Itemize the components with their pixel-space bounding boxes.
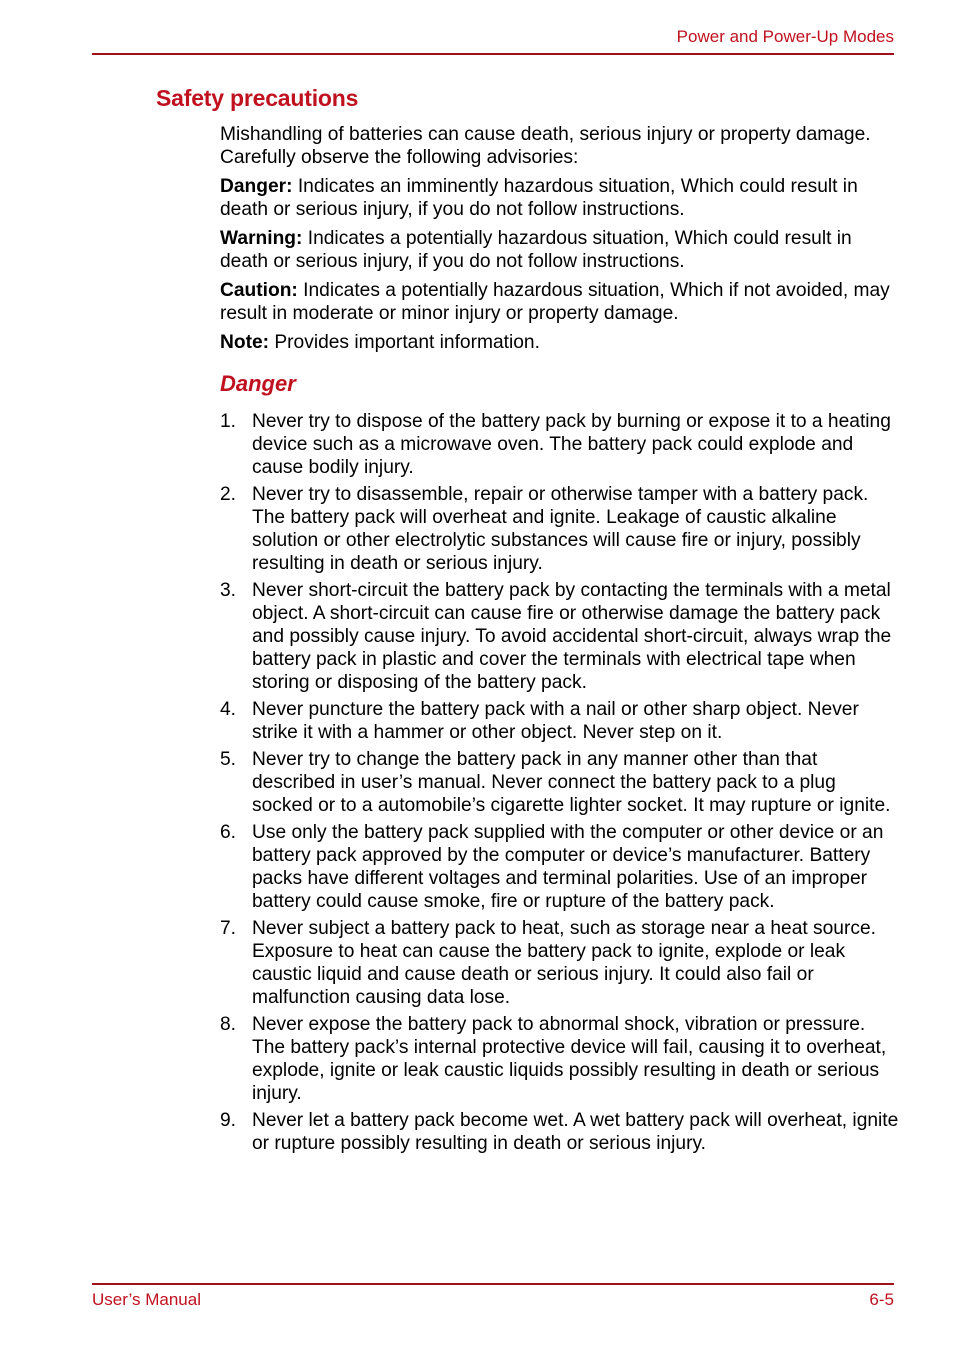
definition-term: Caution: (220, 280, 298, 301)
list-item (220, 917, 900, 1009)
list-item-text: Use only the battery pack supplied with the computer or other device or an battery pack approved by the computer or device’s manufacturer. Battery packs have different voltages and terminal polarities. Use of an improper battery could cause smoke, fire or rupture of the battery pack. (252, 822, 884, 912)
list-item-text: Never expose the battery pack to abnormal shock, vibration or pressure. The battery pack’s internal protective device will fail, causing it to overheat, explode, ignite or leak caustic liquids possibly resulting in death or serious injury. (252, 1014, 887, 1104)
danger-list (220, 410, 900, 1155)
list-item (220, 698, 900, 744)
list-item-text: Never try to disassemble, repair or otherwise tamper with a battery pack. The battery pack will overheat and ignite. Leakage of caustic alkaline solution or other electrolytic substances will cause fire or injury, possibly resulting in death or serious injury. (252, 484, 869, 574)
list-item (220, 821, 900, 913)
section-body (220, 123, 900, 1159)
list-item-number: 9. (220, 1110, 237, 1131)
list-item (220, 579, 900, 694)
list-item (220, 410, 900, 479)
definition-term: Danger: (220, 176, 293, 197)
list-item-number: 4. (220, 699, 237, 720)
definition-text: Indicates an imminently hazardous situation, Which could result in death or serious injury, if you do not follow instructions. (220, 176, 858, 220)
section-title: Safety precautions (156, 85, 359, 111)
definition-warning (220, 227, 900, 273)
footer-manual-title: User’s Manual (92, 1290, 201, 1309)
intro-paragraph: Mishandling of batteries can cause death, serious injury or property damage. Carefully observe the following advisories: (220, 124, 871, 168)
definition-danger (220, 175, 900, 221)
list-item-number: 5. (220, 749, 237, 770)
list-item-text: Never puncture the battery pack with a nail or other sharp object. Never strike it with a hammer or other object. Never step on it. (252, 699, 859, 743)
definition-term: Warning: (220, 228, 303, 249)
list-item-text: Never try to change the battery pack in any manner other than that described in user’s manual. Never connect the battery pack to a plug socked or to a automobile’s cigarette lighter socket. It may rupture or ignite. (252, 749, 891, 816)
list-item-text: Never try to dispose of the battery pack by burning or expose it to a heating device such as a microwave oven. The battery pack could explode and cause bodily injury. (252, 411, 891, 478)
list-item-text: Never short-circuit the battery pack by contacting the terminals with a metal object. A short-circuit can cause fire or otherwise damage the battery pack and possibly cause injury. To avoid accidental short-circuit, always wrap the battery pack in plastic and cover the terminals with electrical tape when storing or disposing of the battery pack. (252, 580, 892, 693)
definition-text: Provides important information. (269, 332, 540, 353)
header-rule (92, 53, 894, 55)
page-number: 6-5 (869, 1290, 894, 1309)
definition-caution (220, 279, 900, 325)
list-item-text: Never let a battery pack become wet. A wet battery pack will overheat, ignite or rupture possibly resulting in death or serious injury. (252, 1110, 899, 1154)
footer-rule (92, 1283, 894, 1285)
definition-term: Note: (220, 332, 270, 353)
list-item (220, 483, 900, 575)
list-item-number: 7. (220, 918, 237, 939)
list-item (220, 748, 900, 817)
list-item-text: Never subject a battery pack to heat, such as storage near a heat source. Exposure to heat can cause the battery pack to ignite, explode or leak caustic liquid and cause death or serious injury. It could also fail or malfunction causing data lose. (252, 918, 876, 1008)
list-item-number: 3. (220, 580, 237, 601)
subsection-title: Danger (220, 371, 296, 396)
list-item-number: 6. (220, 822, 237, 843)
list-item-number: 2. (220, 484, 237, 505)
list-item-number: 1. (220, 411, 237, 432)
list-item (220, 1109, 900, 1155)
list-item (220, 1013, 900, 1105)
running-header-title: Power and Power-Up Modes (676, 27, 894, 46)
definition-note (220, 331, 900, 354)
list-item-number: 8. (220, 1014, 237, 1035)
definition-text: Indicates a potentially hazardous situation, Which could result in death or serious injury, if you do not follow instructions. (220, 228, 852, 272)
definition-text: Indicates a potentially hazardous situation, Which if not avoided, may result in moderate or minor injury or property damage. (220, 280, 890, 324)
